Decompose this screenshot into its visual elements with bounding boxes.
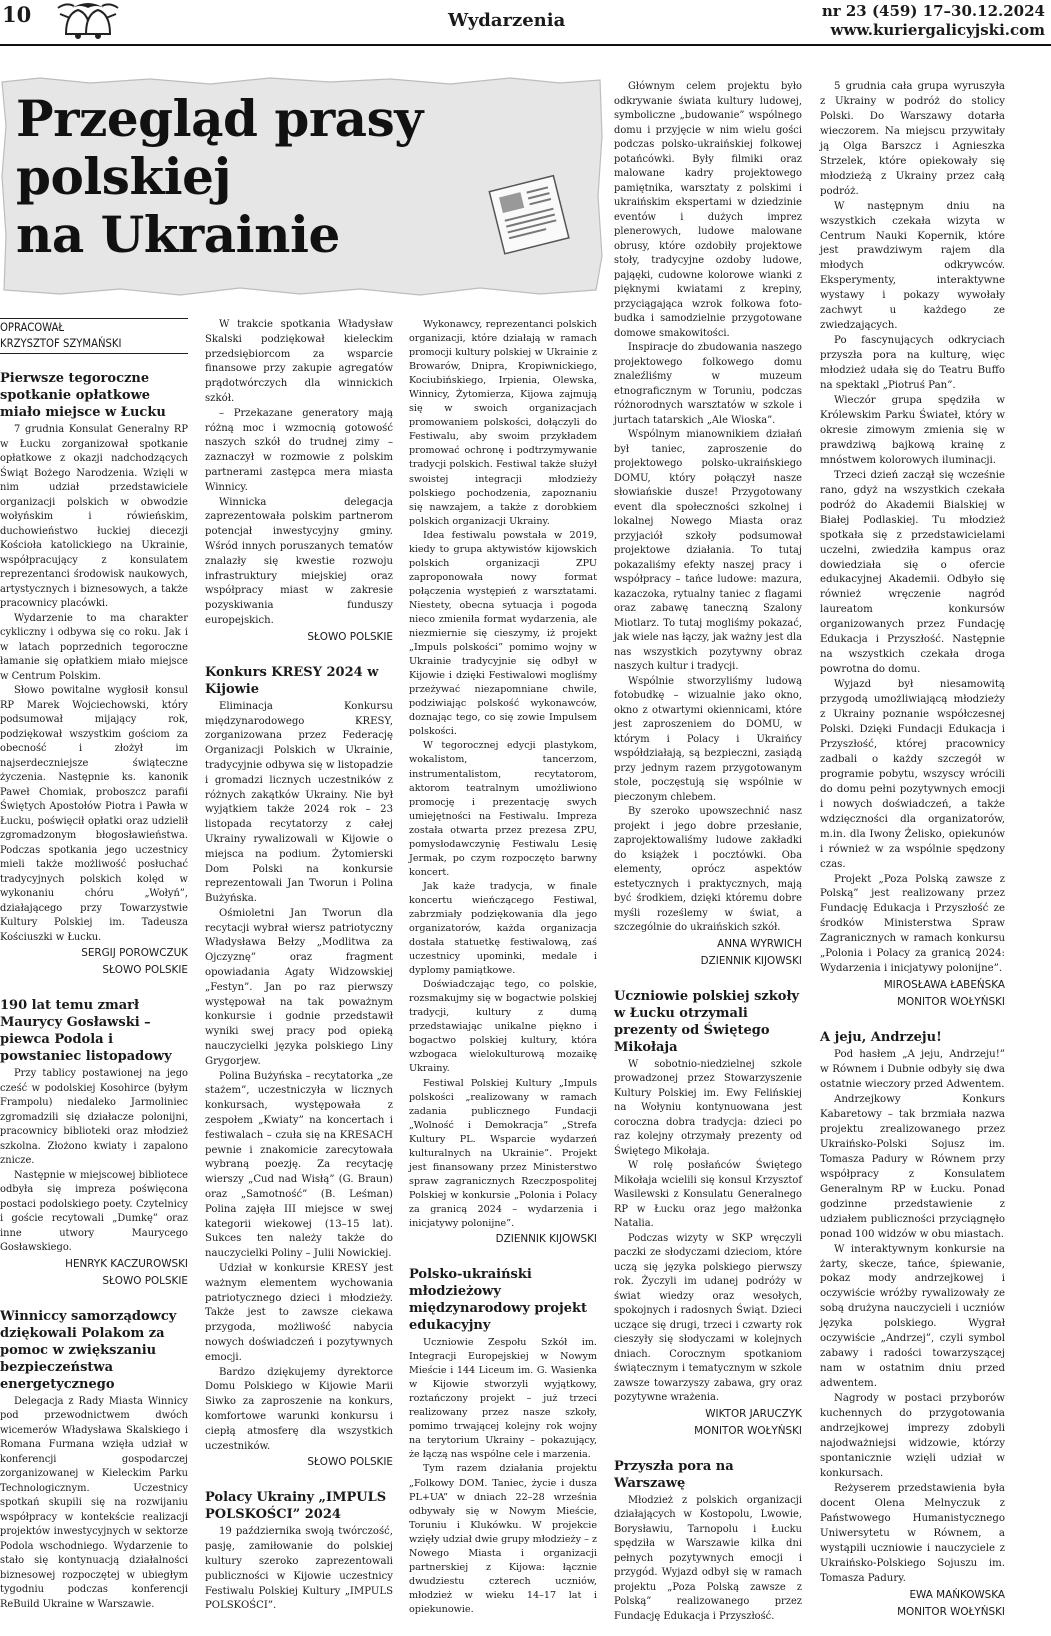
page-number: 10 xyxy=(2,2,32,27)
column-3 xyxy=(409,318,597,1617)
paragraph: Głównym celem projektu było odkrywanie świata kultury ludowej, symboliczne „budowanie” wspólnego domu i przyjęcie w nim wielu gości podczas polsko-ukraińskiej folkowej potańcówki. Były filmiki oraz malowane kadry projektowego pamiętnika, warsztaty z polskimi i ukraińskim ekspertami w dziedzinie eventów i dużych imprez plenerowych, ludowe malowane obrusy, które ozdobiły projektowe stoły, tradycyjne ozdoby ludowe, pająęki, cudowne kolorowe wianki z pięknymi kwiatami z krepiny, przyciągająca wzrok folkowa foto-budka i samodzielnie przygotowane domowe smakowitości. xyxy=(614,81,802,339)
paragraph: Ośmioletni Jan Tworun dla recytacji wybrał wiersz patriotyczny Władysława Bełzy „Modlitwa za Ojczyznę” oraz fragment opowiadania Agaty Widzowskiej „Festyn”. Jan po raz pierwszy występował na tak poważnym konkursie i godnie przedstawił wyniki swej pracy pod opieką nauczycielki języka polskiego Liny Grygorjew. xyxy=(205,907,393,1067)
paragraph: Tym razem działania projektu „Folkowy DOM. Taniec, życie i dusza PL+UA” w dniach 22–28 września odbywały się w Nowym Mieście, Toruniu i Klukówku. W projekcie wzięły udział dwie grupy młodzieży – z Nowego Miasta i organizacji partnerskiej z Kijowa: łącznie dwudziestu czterech uczniów, młodzież w wieku 14–17 lat i opiekunowie. xyxy=(409,1463,597,1615)
paragraph: Słowo powitalne wygłosił konsul RP Marek Wojciechowski, który podsumował mijający rok, podziękował wszystkim gościom za obecność i złożył im najserdeczniejsze świąteczne życzenia. Następnie ks. kanonik Paweł Chomiak, proboszcz parafii Świętych Apostołów Piotra i Pawła w Łucku, poświęcił opłatki oraz udzielił zgromadzonym błogosławieństwa. Podczas spotkania jego uczestnicy mieli także możliwość posłuchać tradycyjnych polskich kolęd w wykonaniu chóru „Wołyń”, działającego przy Towarzystwie Kultury Polskiej im. Tadeusza Kościuszki w Łucku. xyxy=(0,685,188,943)
article-heading: Winniccy samorządowcy dziękowali Polakom za pomoc w zwiększaniu bezpieczeństwa energetycznego xyxy=(0,1308,177,1392)
paragraph: Idea festiwalu powstała w 2019, kiedy to grupa aktywistów kijowskich polskich organizacji ZPU zaproponowała nowy format połączenia występień z warsztatami. Niestety, obecna sytuacja i pogoda nieco zmieniła format wydarzenia, ale niezmiernie się cieszymy, iż projekt „Impuls polskości” pomimo wojny w Ukrainie tradycyjnie się odbył w Kijowie i dzięki Festiwalowi mogliśmy przeżywać niezapomniane chwile, podziwiając polskość wykonawców, doznając tego, co się zowie Impulsem polskości. xyxy=(409,529,597,738)
paragraph: Pod hasłem „A jeju, Andrzeju!” w Równem i Dubnie odbyły się dwa ostatnie wieczory przed Adwentem. xyxy=(820,1049,1005,1091)
paragraph: Polina Bużyńska – recytatorka „ze stażem”, uczestniczyła w licznych konkursach, występowała z zespołem „Kwiaty” na koncertach i festiwalach – czuła się na KRESACH pewnie i znakomicie zarecytowała wybraną poezję. Za recytację wierszy „Cud nad Wisłą” (G. Braun) oraz „Samotność” (B. Leśman) Polina zajęła III miejsce w swej kategorii wiekowej (13–15 lat). Sukces ten należy także do nauczycielki Poliny – Julii Nowickiej. xyxy=(205,1070,393,1260)
page-header xyxy=(0,0,1051,46)
paragraph: Udział w konkursie KRESY jest ważnym elementem wychowania patriotycznego dzieci i młodzieży. Także jest to zawsze ciekawa przygoda, możliwość nabycia nowych doświadczeń i pozytywnych emocji. xyxy=(205,1263,393,1363)
paragraph: By szeroko upowszechnić nasz projekt i jego dobre przesłanie, zaprojektowaliśmy ludowe zakładki do książek i pocztówki. Oba elementy, oprócz aspektów estetycznych i praktycznych, mają być środkiem, dzięki któremu dobre myśli roześlemy w świat, a szczególnie do ukraińskich szkół. xyxy=(614,806,802,933)
source-signature: SŁOWO POLSKIE xyxy=(102,964,188,976)
paragraph: W trakcie spotkania Władysław Skalski podziękował kieleckim przedsiębiorcom za wsparcie finansowe przy zakupie agregatów prądotwórczych dla winnickich szkół. xyxy=(205,319,393,404)
paragraph: Inspiracje do zbudowania naszego projektowego folkowego domu znaleźliśmy w muzeum etnograficznym w Toruniu, podczas różnorodnych warsztatów w szkole i jurtach tatarskich „Ale Wioska”. xyxy=(614,342,802,426)
paragraph: Podczas wizyty w SKP wręczyli paczki ze słodyczami dzieciom, które uczą się języka polskiego pierwszy rok. Życzyli im udanej podróży w świat wiedzy oraz wesołych, spokojnych i radosnych Świąt. Dzieci uczące się drugi, trzeci i czwarty rok cieszyły się słodyczami w kolejnych dniach. Corocznym spotkaniom świątecznym i tematycznym w szkole zawsze towarzyszy zabawa, gry oraz pozytywne wrażenia. xyxy=(614,1232,802,1403)
source-signature: SŁOWO POLSKIE xyxy=(307,630,393,643)
article-heading: Konkurs KRESY 2024 w Kijowie xyxy=(205,664,379,697)
paragraph: Eliminacja Konkursu międzynarodowego KRESY, zorganizowana przez Federację Organizacji Polskich w Ukrainie, tradycyjnie odbywa się w listopadzie i gromadzi licznych uczestników z różnych zakątków Ukrainy. Nie był wyjątkiem także 2024 rok – 23 listopada recytatorzy z całej Ukrainy rywalizowali w Kijowie o miejsca na podium. Żytomierski Dom Polski na konkursie reprezentowali Jan Tworun i Polina Bużyńska. xyxy=(205,700,393,905)
author-signature: EWA MAŃKOWSKA xyxy=(909,1588,1005,1601)
issue-info xyxy=(822,2,1045,40)
paragraph: Wieczór grupa spędziła w Królewskim Parku Świateł, który w okresie zimowym zmienia się w prawdziwą bajkową krainę z mnóstwem kolorowych iluminacji. xyxy=(820,395,1005,466)
newspaper-icon xyxy=(482,164,582,264)
paragraph: Przy tablicy postawionej na jego cześć w podolskiej Kosohirce (byłym Frampolu) niedaleko Jarmoliniec zgromadzili się działacze polonijni, pracownicy biblioteki oraz młodzież szkolna. Złożono kwiaty i zapalono znicze. xyxy=(0,1068,188,1166)
column-5 xyxy=(820,80,1005,1621)
paragraph: W następnym dniu na wszystkich czekała wizyta w Centrum Nauki Kopernik, które jest prawdziwym rajem dla młodych odkrywców. Eksperymenty, interaktywne wystawy i pokazy wywołały zachwyt u każdego ze zwiedzających. xyxy=(820,200,1005,332)
source-signature: DZIENNIK KIJOWSKI xyxy=(700,954,802,967)
paragraph: W interaktywnym konkursie na żarty, skecze, tańce, śpiewanie, pokaz mody andrzejkowej i oczywiście wróżby rywalizowały ze sobą drużyna nauczycieli i uczniów języka polskiego. Wygrał oczywiście „Andrzej”, czyli symbol zabawy i radości towarzyszącej nam w ostatnim dniu przed adwentem. xyxy=(820,1243,1005,1390)
paragraph: 7 grudnia Konsulat Generalny RP w Łucku zorganizował spotkanie opłatkowe z okazji nadchodzących Świąt Bożego Narodzenia. Wzięli w nim udział przedstawiciele organizacji polskich w obwodzie wołyńskim i rówieńskim, duchowieństwo łuckiej diecezji Kościoła katolickiego na Ukrainie, współpracujący z konsulatem reprezentanci środowisk naukowych, artystycznych i biznesowych, a także pracownicy placówki. xyxy=(0,424,188,609)
author-signature: MIROSŁAWA ŁABEŃSKA xyxy=(883,979,1005,992)
source-signature: SŁOWO POLSKIE xyxy=(307,1456,393,1469)
column-1 xyxy=(0,318,188,1612)
source-signature: DZIENNIK KIJOWSKI xyxy=(495,1233,597,1246)
source-signature: MONITOR WOŁYŃSKI xyxy=(897,1605,1005,1618)
paragraph: Wspólnym mianownikiem działań był taniec, zaproszenie do projektowego polsko-ukraińskiego DOMU, który połączył nasze słowiańskie dusze! Przygotowany event dla społeczności szkolnej i lokalnej Nowego Miasta oraz przyjaciół szkoły podsumował projektowe działania. To tutaj pokazaliśmy efekty naszej pracy i współpracy – tańce ludowe: mazura, kazaczoka, rytualny taniec z flagami oraz zabawę taneczną Szalony Miotlarz. To tutaj mogliśmy pokazać, jak wiele nas łączy, jak ważny jest dla nas wszystkich pozytywny obraz naszych kultur i tradycji. xyxy=(614,429,802,672)
paragraph: Nagrody w postaci przyborów kuchennych do przygotowania andrzejkowej imprezy zdobyli najodważniejsi widzowie, którzy spontanicznie wzięli udział w konkursach. xyxy=(820,1393,1005,1479)
paragraph: Wyjazd był niesamowitą przygodą umożliwiającą młodzieży z Ukrainy poznanie współczesnej Polski. Dzięki Fundacji Edukacja i Przyszłość, której pracownicy zadbali o każdy szczegół w programie pobytu, wszyscy wrócili do domu pełni pozytywnych emocji i nowych doświadczeń, a także wdzięczności dla organizatorów, m.in. dla Iwony Żelisko, opiekunów i również w za wspólnie spędzony czas. xyxy=(820,679,1005,870)
paragraph: Andrzejkowy Konkurs Kabaretowy – tak brzmiała nazwa projektu zrealizowanego przez Ukraińsko-Polski Sojusz im. Tomasza Padury w Równem przy współpracy z Konsulatem Generalnym RP w Łucku. Ponad godzinne przedstawienie z udziałem publiczności przyciągnęło ponad 100 widzów w obu miastach. xyxy=(820,1094,1005,1240)
paragraph: Młodzież z polskich organizacji działających w Kostopolu, Lwowie, Borysławiu, Tarnopolu i Łucku spędziła w Warszawie kilka dni pełnych pozytywnych emocji i przygód. Wyjazd odbył się w ramach projektu „Poza Polską zawsze z Polską” realizowanego przez Fundację Edukacja i Przyszłość. xyxy=(614,1494,802,1622)
paragraph: Jak każe tradycja, w finale koncertu wieńczącego Festiwal, zabrzmiały podziękowania dla jego organizatorów, każda organizacja dostała statuetkę festiwalową, zaś uczestnicy upominki, medale i dyplomy pamiątkowe. xyxy=(409,880,597,977)
article-heading: Uczniowie polskiej szkoły w Łucku otrzymali prezenty od Świętego Mikołaja xyxy=(614,988,800,1055)
paragraph: Delegacja z Rady Miasta Winnicy pod przewodnictwem dwóch wicemerów Władysława Skalskiego i Romana Furmana wzięła udział w konferencji gospodarczej zorganizowanej w Kieleckim Parku Technologicznym. Uczestnicy spotkań skupili się na rozwijaniu współpracy w kontekście realizacji projektów inwestycyjnych w sektorze Podola wschodniego. Wydarzenie to stało się kontynuacją działalności biznesowej rozpoczętej w ubiegłym tygodniu podczas konferencji ReBuild Ukraine w Warszawie. xyxy=(0,1395,188,1610)
author-signature: HENRYK KACZUROWSKI xyxy=(65,1257,188,1270)
christmas-bells-icon xyxy=(52,0,124,42)
website-link[interactable]: www.kuriergalicyjski.com xyxy=(830,21,1045,39)
section-title: Wydarzenia xyxy=(448,10,566,31)
paragraph: Festiwal Polskiej Kultury „Impuls polskości „realizowany w ramach zadania publicznego Fundacji „Wolność i Demokracja” „Strefa Kultury PL. Wsparcie wydarzeń kulturalnych na Ukrainie”. Projekt jest finansowany przez Ministerstwo spraw zagranicznych Rzeczpospolitej Polskiej w konkursie „Polonia i Polacy za granicą 2024 – wydarzenia i inicjatywy polonijne”. xyxy=(409,1077,597,1229)
paragraph: – Przekazane generatory mają różną moc i wzmocnią gotowość naszych szkół do trudnej zimy – zaznaczył w rozmowie z polskim partnerami zastępca mera miasta Winnicy. xyxy=(205,407,393,493)
column-2 xyxy=(205,318,393,1614)
article-heading: 190 lat temu zmarł Maurycy Gosławski – piewca Podola i powstaniec listopadowy xyxy=(0,998,172,1064)
article-heading: Polacy Ukrainy „IMPULS POLSKOŚCI” 2024 xyxy=(205,1490,387,1523)
article-heading: Polsko-ukraiński młodzieżowy międzynarodowy projekt edukacyjny xyxy=(409,1267,588,1334)
page-title: Przegląd prasy polskiej na Ukrainie xyxy=(16,89,423,264)
author-signature: SERGIJ POROWCZUK xyxy=(81,947,188,959)
article-heading: A jeju, Andrzeju! xyxy=(820,1030,942,1046)
paragraph: Wydarzenie to ma charakter cykliczny i odbywa się co roku. Jak i w latach poprzednich tegoroczne łamanie się opłatkiem miało miejsce w Centrum Polskim. xyxy=(0,612,188,682)
article-heading: Przyszła pora na Warszawę xyxy=(614,1458,734,1491)
paragraph: W tegorocznej edycji plastykom, wokalistom, tancerzom, instrumentalistom, recytatorom, aktorom teatralnym umożliwiono promocję i prezentację swych umiejętności na Festiwalu. Impreza została otwarta przez prezesa ZPU, pomysłodawczynię Festiwalu Lesię Jermak, po czym rozpoczęto barwny koncert. xyxy=(409,740,597,878)
paragraph: 19 października swoją twórczość, pasję, zamiłowanie do polskiej kultury szeroko zaprezentowali publiczności w Kijowie uczestnicy Festiwalu Polskiej Kultury „IMPULS POLSKOŚCI”. xyxy=(205,1526,393,1612)
header-rule xyxy=(0,44,1051,46)
paragraph: Projekt „Poza Polską zawsze z Polską” jest realizowany przez Fundację Edukacja i Przyszłość ze środków Ministerstwa Spraw Zagranicznych w ramach konkursu „Polonia i Polacy za granicą 2024: Wydarzenia i inicjatywy polonijne”. xyxy=(820,873,1005,975)
article-heading: Pierwsze tegoroczne spotkanie opłatkowe miało miejsce w Łucku xyxy=(0,371,166,420)
paragraph: W rolę posłańców Świętego Mikołaja wcielili się konsul Krzysztof Wasilewski z Konsulatu Generalnego RP w Łucku oraz jego małżonka Natalia. xyxy=(614,1160,802,1229)
paragraph: Winnicka delegacja zaprezentowała polskim partnerom potencjał inwestycyjny gminy. Wśród innych poruszanych tematów znalazły się kwestie rozwoju infrastruktury miejskiej oraz współpracy miast w zakresie pozyskiwania funduszy europejskich. xyxy=(205,496,393,626)
author-signature: ANNA WYRWICH xyxy=(717,937,802,950)
byline: OPRACOWAŁ KRZYSZTOF SZYMAŃSKI xyxy=(0,318,188,354)
paragraph: Po fascynujących odkryciach przyszła pora na kulturę, więc młodzież udała się do Teatru Buffo na spektakl „Piotruś Pan”. xyxy=(820,335,1005,392)
title-banner xyxy=(0,76,604,298)
paragraph: 5 grudnia cała grupa wyruszyła z Ukrainy w podróż do stolicy Polski. Do Warszawy dotarła wieczorem. Na miejscu przywitały ją Olga Barszcz i Agnieszka Strzelek, które opiekowały się młodzieżą z Ukrainy przez całą podróż. xyxy=(820,81,1005,197)
paragraph: Doświadczając tego, co polskie, rozsmakujmy się w bogactwie polskiej tradycji, kultury z dumą przedstawiając unikalne piękno i bogactwo polskiej kultury, która wzbogaca wielokulturową mozaikę Ukrainy. xyxy=(409,979,597,1075)
paragraph: Bardzo dziękujemy dyrektorce Domu Polskiego w Kijowie Marii Siwko za zaproszenie na konkurs, komfortowe warunki konkursu i ciepłą atmosferę dla wszystkich uczestników. xyxy=(205,1366,393,1452)
paragraph: Wykonawcy, reprezentanci polskich organizacji, które działają w ramach promocji kultury polskiej w Ukrainie z Browarów, Dnipra, Kropiwnickiego, Kociubińskiego, Irpienia, Olewska, Winnicy, Żytomierza, Kijowa zajmują się w swoich organizacjach promowaniem polskości, dołączyli do Festiwalu, aby swoim przykładem promować ochronę i podtrzymywanie tradycji polskich. Festiwal także służył swoistej integracji młodzieży polskiego pochodzenia, zapoznaniu się nawzajem, a także z dorobkiem polskich organizacji Ukrainy. xyxy=(409,319,597,527)
paragraph: Uczniowie Zespołu Szkół im. Integracji Europejskiej w Nowym Mieście i 144 Liceum im. G. Wasienka w Kijowie stworzyli wyjątkowy, roztańczony projekt – już trzeci realizowany przez nasze szkoły, pomimo trwającej kolejny rok wojny na terytorium Ukrainy – pokazujący, że łączą nas wspólne cele i marzenia. xyxy=(409,1337,597,1461)
paragraph: Trzeci dzień zaczął się wcześnie rano, gdyż na wszystkich czekała podróż do Akademii Bialskiej w Białej Podlaskiej. Tu młodzież spotkała się z przedstawicielami uczelni, zwiedziła kampus oraz dowiedziała się o ofercie edukacyjnej Akademii. Odbyło się również wręczenie nagród laureatom konkursów organizowanych przez Fundację Edukacja i Przyszłość. Następnie na wszystkich czekała droga powrotna do domu. xyxy=(820,469,1005,676)
paragraph: Następnie w miejscowej bibliotece odbyła się impreza poświęcona postaci podolskiego poety. Czytelnicy i goście recytowali „Dumkę” oraz inne utwory Maurycego Gosławskiego. xyxy=(0,1169,188,1253)
column-4 xyxy=(614,80,802,1624)
source-signature: MONITOR WOŁYŃSKI xyxy=(897,996,1005,1009)
paragraph: Wspólnie stworzyliśmy ludową fotobudkę – wizualnie jako okno, okno z otwartymi okiennicami, które jest zaproszeniem do DOMU, w którym i Polacy i Ukraińcy współdziałają, są bezpieczni, zasiądą przy jednym razem przygotowanym stole, poczęstują się wspólnie w pieczonym chlebem. xyxy=(614,675,802,803)
source-signature: SŁOWO POLSKIE xyxy=(102,1274,188,1287)
issue-number: nr 23 (459) 17–30.12.2024 xyxy=(821,2,1045,20)
paragraph: Reżyserem przedstawienia była docent Olena Melnyczuk z Państwowego Humanistycznego Uniwersytetu w Równem, a wystąpili uczniowie i nauczyciele z Ukraińsko-Polskiego Sojuszu im. Tomasza Padury. xyxy=(820,1482,1005,1584)
paragraph: W sobotnio-niedzielnej szkole prowadzonej przez Stowarzyszenie Kultury Polskiej im. Ewy Felińskiej na Wołyniu kontynuowana jest coroczna dobra tradycja: dzieci po raz kolejny otrzymały prezenty od Świętego Mikołaja. xyxy=(614,1058,802,1157)
source-signature: MONITOR WOŁYŃSKI xyxy=(694,1424,802,1437)
author-signature: WIKTOR JARUCZYK xyxy=(705,1407,802,1420)
